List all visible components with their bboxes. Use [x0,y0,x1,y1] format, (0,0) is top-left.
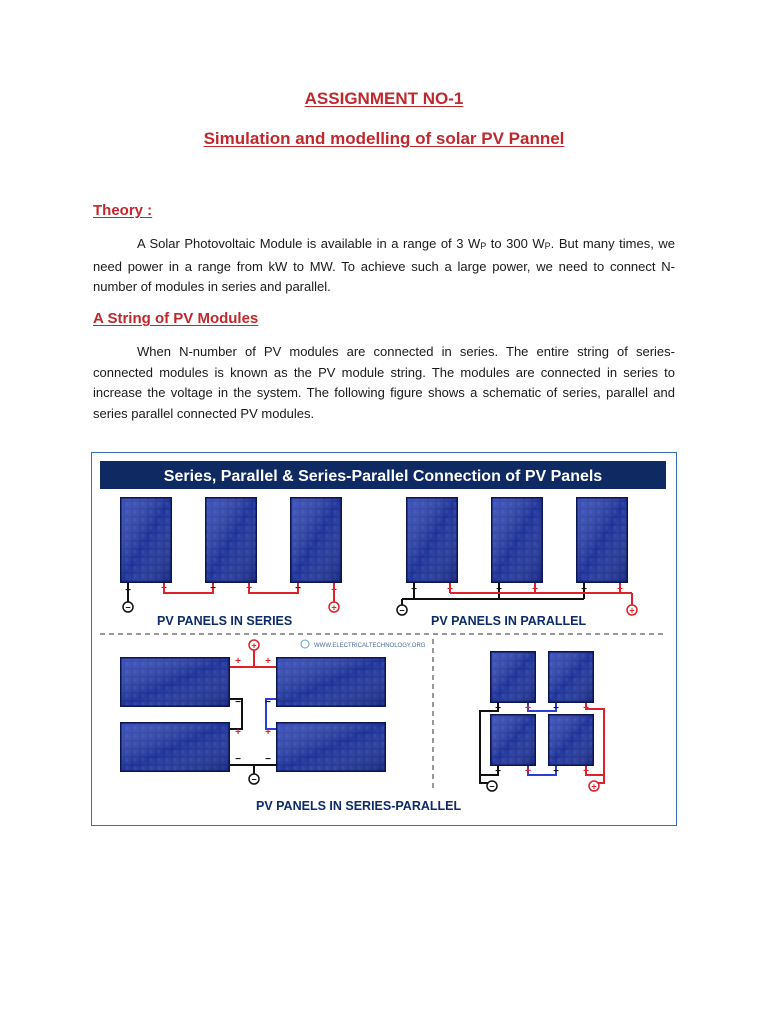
plus-sign: + [629,605,635,616]
panel-shine [122,724,229,771]
plus-sign: + [331,585,337,596]
panel-shine [278,724,385,771]
watt-peak-subscript: P [480,241,487,251]
solar-panel [120,722,230,772]
minus-sign: − [251,774,257,785]
plus-sign: + [235,656,241,667]
solar-panel [548,714,594,766]
plus-sign: + [583,766,589,777]
plus-sign: + [583,703,589,714]
solar-panel [120,497,172,583]
watt-peak-subscript: P [544,241,551,251]
minus-sign: − [553,703,559,714]
theory-text-b: to 300 W [486,236,545,251]
figure-banner-text: Series, Parallel & Series-Parallel Connection of PV Panels [163,468,603,485]
minus-sign: − [265,697,271,708]
wire [480,775,488,783]
solar-panel [276,722,386,772]
panel-shine [292,499,341,582]
wire [249,583,298,593]
minus-sign: − [399,605,405,616]
panel-shine [408,499,457,582]
panel-shine [493,499,542,582]
minus-sign: − [581,584,587,595]
minus-sign: − [125,585,131,596]
solar-panel [576,497,628,583]
plus-sign: + [235,727,241,738]
solar-panel [490,714,536,766]
minus-sign: − [235,754,241,765]
panel-shine [122,659,229,706]
plus-sign: + [265,656,271,667]
panel-shine [492,716,535,765]
solar-panel [491,497,543,583]
minus-sign: − [495,703,501,714]
pv-connection-diagram [92,453,676,825]
pv-connection-figure [91,452,677,826]
minus-sign: − [265,754,271,765]
solar-panel [276,657,386,707]
plus-sign: + [525,703,531,714]
panel-shine [550,716,593,765]
assignment-title: ASSIGNMENT NO-1 [304,89,464,108]
plus-sign: + [525,766,531,777]
panel-shine [492,653,535,702]
solar-panel [290,497,342,583]
label-parallel: PV PANELS IN PARALLEL [431,614,587,628]
solar-panel [548,651,594,703]
panel-shine [550,653,593,702]
minus-sign: − [495,766,501,777]
watermark-text: WWW.ELECTRICALTECHNOLOGY.ORG [314,643,426,649]
assignment-subtitle: Simulation and modelling of solar PV Pannel [203,129,565,148]
minus-sign: − [210,583,216,594]
wire [528,766,556,775]
plus-sign: + [617,584,623,595]
minus-sign: − [235,697,241,708]
solar-panel [490,651,536,703]
minus-sign: − [496,584,502,595]
plus-sign: + [532,584,538,595]
plus-sign: + [246,583,252,594]
panel-shine [207,499,256,582]
solar-panel [205,497,257,583]
theory-text-c: . But many times, we need power in a range from kW to MW. To achieve such a large power, we need to connect N-number of modules in series and parallel. [93,236,675,294]
wire [528,703,556,711]
minus-sign: − [489,781,495,792]
wire [598,775,604,783]
panel-shine [578,499,627,582]
string-paragraph: When N-number of PV modules are connected in series. The entire string of series-connected modules is known as the PV module string. The modules are connected in series to increase the voltage in the system. The following figure shows a schematic of series, parallel and series parallel connected PV modules. [93,344,675,421]
label-series-parallel: PV PANELS IN SERIES-PARALLEL [256,799,462,813]
plus-sign: + [161,583,167,594]
theory-paragraph [93,234,675,298]
solar-panel [120,657,230,707]
solar-panel [406,497,458,583]
string-heading: A String of PV Modules [93,310,259,327]
minus-sign: − [295,583,301,594]
plus-sign: + [331,602,337,613]
minus-sign: − [125,602,131,613]
theory-text-a: A Solar Photovoltaic Module is available in a range of 3 W [137,236,481,251]
bulb-icon [301,640,309,648]
theory-heading: Theory : [93,202,153,219]
wire [164,583,213,593]
minus-sign: − [411,584,417,595]
plus-sign: + [265,727,271,738]
plus-sign: + [591,781,597,792]
label-series: PV PANELS IN SERIES [157,614,293,628]
plus-sign: + [447,584,453,595]
plus-sign: + [251,640,257,651]
minus-sign: − [553,766,559,777]
panel-shine [122,499,171,582]
panel-shine [278,659,385,706]
